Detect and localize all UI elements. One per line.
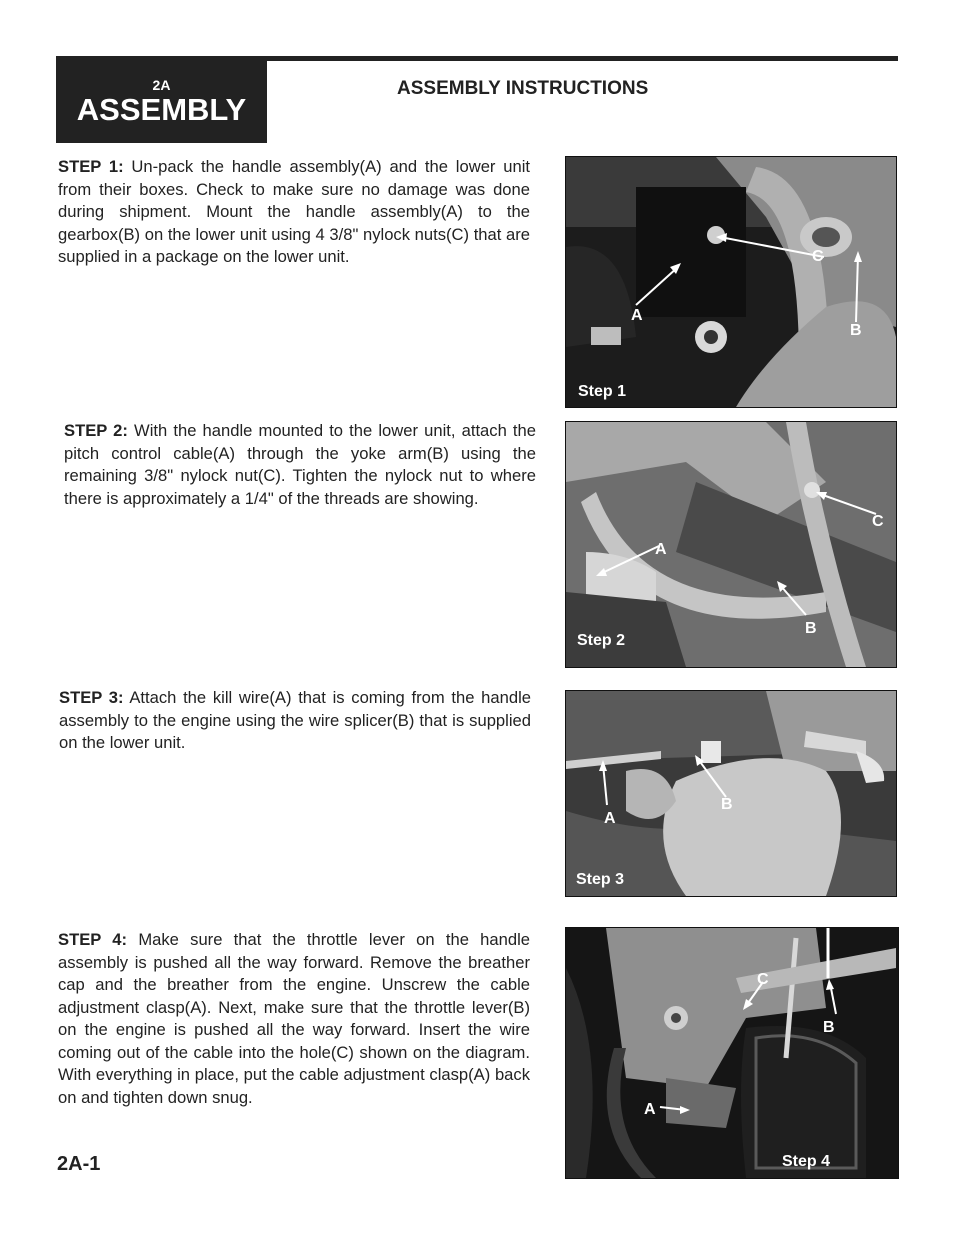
step-3-body: Attach the kill wire(A) that is coming from the handle assembly to the engine using the wire splicer(B) that is supplied on the lower unit.: [59, 688, 532, 752]
step-1-label: STEP 1:: [58, 157, 124, 176]
step-2-callout-a: A: [655, 541, 667, 558]
step-4-callout-c: C: [757, 971, 769, 988]
step-4-text: [58, 929, 530, 1109]
step-1-text: [58, 156, 530, 269]
step-2-callout-c: C: [872, 513, 884, 530]
step-2-body: With the handle mounted to the lower unit, attach the pitch control cable(A) through the yoke arm(B) using the remaining 3/8" nylock nut(C). Tighten the nylock nut to where there is approximately a 1/4" of the threads are showing.: [64, 421, 536, 508]
step-1-photo-caption: Step 1: [578, 383, 627, 400]
page-heading: ASSEMBLY INSTRUCTIONS: [397, 78, 649, 99]
step-1-callout-c: C: [812, 248, 824, 265]
step-3-callout-b: B: [721, 796, 733, 813]
section-number: 2A: [152, 77, 171, 93]
step-3-label: STEP 3:: [59, 688, 124, 707]
step-4-label: STEP 4:: [58, 930, 128, 949]
step-4-photo-caption: Step 4: [782, 1153, 831, 1170]
page-number: 2A-1: [57, 1153, 101, 1175]
section-title: ASSEMBLY: [76, 92, 247, 127]
step-1-body: Un-pack the handle assembly(A) and the lower unit from their boxes. Check to make sure no damage was done during shipment. Mount the handle assembly(A) to the gearbox(B) on the lower unit using 4 3/8" nylock nuts(C) that are supplied in a package on the lower unit.: [58, 157, 531, 266]
step-1-callout-b: B: [850, 322, 862, 339]
step-2-photo-caption: Step 2: [577, 632, 626, 649]
step-2-photo: [565, 421, 897, 668]
step-1-photo: [565, 156, 897, 408]
step-2-callout-b: B: [805, 620, 817, 637]
step-4-photo: [565, 927, 899, 1179]
step-4-callout-a: A: [644, 1101, 656, 1118]
step-4-callout-b: B: [823, 1019, 835, 1036]
step-1-callout-a: A: [631, 307, 643, 324]
step-3-photo-caption: Step 3: [576, 871, 625, 888]
step-3-callout-a: A: [604, 810, 616, 827]
step-3-photo: [565, 690, 897, 897]
step-3-text: [59, 687, 531, 755]
step-2-label: STEP 2:: [64, 421, 128, 440]
section-header-box: [56, 61, 267, 143]
step-2-text: [64, 420, 536, 510]
step-4-body: Make sure that the throttle lever on the handle assembly is pushed all the way forward. Remove the breather cap and the breather from the engine. Unscrew the cable adjustment clasp(A). Next, make sure that the throttle lever(B) on the engine is pushed all the way forward. Insert the wire coming out of the cable into the hole(C) shown on the diagram. With everything in place, put the cable adjustment clasp(A) back on and tighten down snug.: [58, 930, 531, 1107]
